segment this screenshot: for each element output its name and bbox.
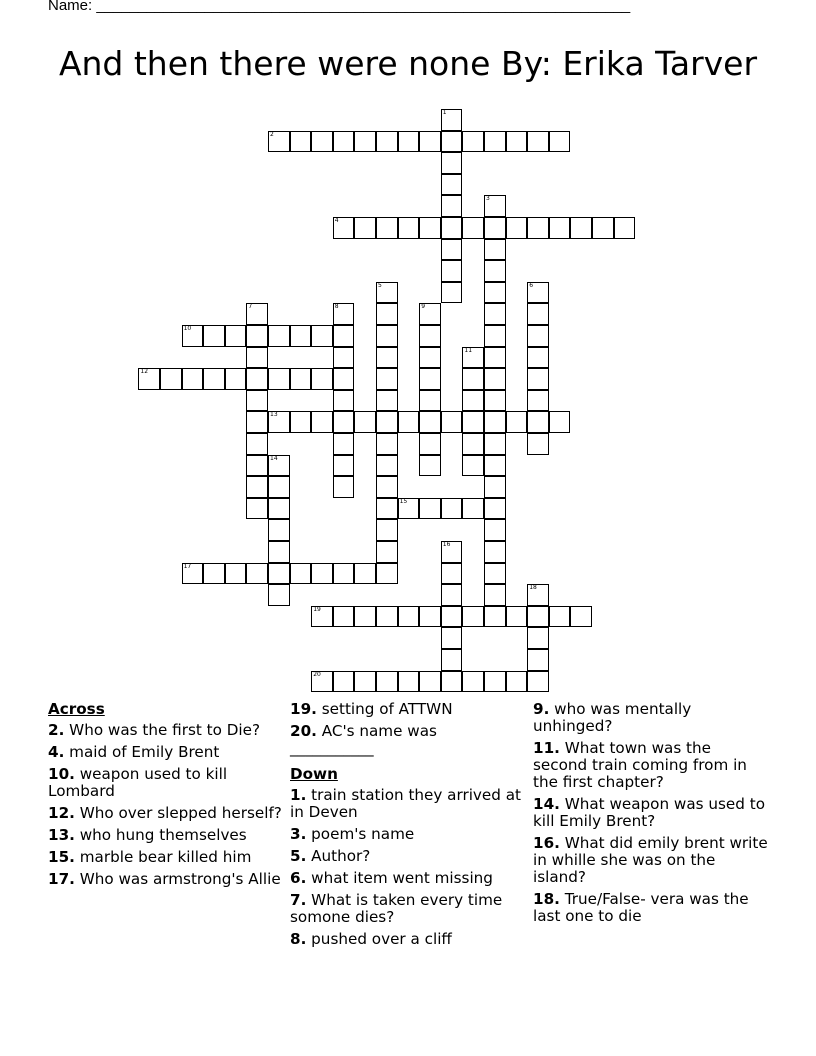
grid-cell[interactable]	[506, 671, 528, 693]
grid-cell[interactable]	[592, 217, 614, 239]
clue-across-2: 2. Who was the first to Die?	[48, 721, 261, 739]
grid-cell[interactable]	[268, 498, 290, 520]
grid-cell[interactable]	[225, 563, 247, 585]
grid-cell[interactable]	[484, 282, 506, 304]
grid-cell[interactable]	[462, 368, 484, 390]
grid-cell[interactable]	[376, 519, 398, 541]
grid-cell[interactable]	[462, 217, 484, 239]
grid-cell[interactable]	[419, 347, 441, 369]
grid-cell[interactable]	[484, 260, 506, 282]
cell-number: 13	[270, 411, 278, 419]
grid-cell[interactable]	[441, 260, 463, 282]
grid-cell[interactable]	[441, 498, 463, 520]
grid-cell[interactable]	[506, 217, 528, 239]
grid-cell[interactable]	[290, 411, 312, 433]
grid-cell[interactable]	[462, 606, 484, 628]
clue-down-14: 14. What weapon was used to kill Emily Brent?	[533, 795, 765, 830]
grid-cell[interactable]	[203, 325, 225, 347]
clue-down-6: 6. what item went missing	[290, 869, 493, 887]
grid-cell[interactable]	[419, 131, 441, 153]
grid-cell[interactable]	[376, 541, 398, 563]
clue-across-19: 19. setting of ATTWN	[290, 700, 453, 718]
grid-cell[interactable]	[333, 368, 355, 390]
grid-cell[interactable]	[246, 476, 268, 498]
grid-cell[interactable]	[376, 282, 398, 304]
grid-cell[interactable]	[549, 606, 571, 628]
cell-number: 15	[399, 497, 408, 505]
grid-cell[interactable]	[441, 131, 463, 153]
grid-cell[interactable]	[398, 606, 420, 628]
grid-cell[interactable]	[484, 541, 506, 563]
grid-cell[interactable]	[311, 411, 333, 433]
grid-cell[interactable]	[419, 390, 441, 412]
grid-cell[interactable]	[246, 498, 268, 520]
grid-cell[interactable]	[376, 671, 398, 693]
cell-number: 4	[334, 217, 339, 224]
grid-cell[interactable]	[376, 347, 398, 369]
clue-across-13: 13. who hung themselves	[48, 826, 247, 844]
grid-cell[interactable]	[398, 131, 420, 153]
grid-cell[interactable]	[333, 347, 355, 369]
grid-cell[interactable]	[376, 390, 398, 412]
grid-cell[interactable]	[311, 131, 333, 153]
grid-cell[interactable]	[333, 325, 355, 347]
grid-cell[interactable]	[376, 476, 398, 498]
cell-number: 5	[378, 281, 382, 289]
grid-cell[interactable]	[268, 519, 290, 541]
grid-cell[interactable]	[182, 563, 204, 585]
grid-cell[interactable]	[527, 584, 549, 606]
grid-cell[interactable]	[441, 217, 463, 239]
grid-cell[interactable]	[484, 131, 506, 153]
clue-down-1: 1. train station they arrived at in Deven	[290, 786, 521, 821]
name-line: Name: ________________________________________________________________	[48, 0, 631, 14]
clue-column-1	[48, 701, 283, 893]
grid-cell[interactable]	[462, 671, 484, 693]
grid-cell[interactable]	[506, 606, 528, 628]
grid-cell[interactable]	[527, 411, 549, 433]
grid-cell[interactable]	[225, 368, 247, 390]
grid-cell[interactable]	[527, 325, 549, 347]
grid-cell[interactable]	[462, 347, 484, 369]
grid-cell[interactable]	[462, 411, 484, 433]
grid-cell[interactable]	[311, 606, 333, 628]
grid-cell[interactable]	[462, 498, 484, 520]
grid-cell[interactable]	[484, 584, 506, 606]
grid-cell[interactable]	[419, 411, 441, 433]
cell-number: 3	[486, 195, 490, 203]
grid-cell[interactable]	[484, 476, 506, 498]
grid-cell[interactable]	[354, 131, 376, 153]
cell-number: 14	[270, 454, 278, 462]
grid-cell[interactable]	[376, 606, 398, 628]
cell-number: 12	[140, 368, 149, 376]
clue-across-4: 4. maid of Emily Brent	[48, 743, 220, 761]
cell-number: 1	[442, 109, 447, 116]
grid-cell[interactable]	[246, 303, 268, 325]
grid-cell[interactable]	[311, 671, 333, 693]
grid-cell[interactable]	[225, 325, 247, 347]
grid-cell[interactable]	[376, 455, 398, 477]
grid-cell[interactable]	[614, 217, 636, 239]
grid-cell[interactable]	[527, 131, 549, 153]
cell-number: 2	[270, 130, 274, 138]
grid-cell[interactable]	[138, 368, 160, 390]
cell-number: 19	[313, 605, 321, 613]
grid-cell[interactable]	[376, 411, 398, 433]
grid-cell[interactable]	[441, 671, 463, 693]
clue-across-12: 12. Who over slepped herself?	[48, 804, 282, 822]
clue-column-2	[290, 701, 525, 953]
grid-cell[interactable]	[441, 584, 463, 606]
grid-cell[interactable]	[398, 217, 420, 239]
grid-cell[interactable]	[484, 455, 506, 477]
grid-cell[interactable]	[311, 325, 333, 347]
grid-cell[interactable]	[419, 671, 441, 693]
grid-cell[interactable]	[441, 606, 463, 628]
cell-number: 9	[421, 303, 426, 311]
grid-cell[interactable]	[398, 498, 420, 520]
grid-cell[interactable]	[246, 347, 268, 369]
down-heading: Down	[290, 765, 338, 783]
grid-cell[interactable]	[311, 563, 333, 585]
grid-cell[interactable]	[419, 303, 441, 325]
grid-cell[interactable]	[462, 455, 484, 477]
puzzle-title: And then there were none By: Erika Tarver	[58, 44, 758, 83]
grid-cell[interactable]	[246, 411, 268, 433]
grid-cell[interactable]	[441, 282, 463, 304]
grid-cell[interactable]	[333, 411, 355, 433]
grid-cell[interactable]	[333, 455, 355, 477]
grid-cell[interactable]	[246, 325, 268, 347]
grid-cell[interactable]	[376, 325, 398, 347]
grid-cell[interactable]	[527, 627, 549, 649]
grid-cell[interactable]	[462, 131, 484, 153]
grid-cell[interactable]	[527, 433, 549, 455]
cell-number: 18	[529, 584, 537, 592]
clue-down-8: 8. pushed over a cliff	[290, 930, 452, 948]
grid-cell[interactable]	[268, 368, 290, 390]
clue-across-10: 10. weapon used to kill Lombard	[48, 765, 228, 800]
grid-cell[interactable]	[333, 671, 355, 693]
grid-cell[interactable]	[484, 606, 506, 628]
grid-cell[interactable]	[333, 390, 355, 412]
grid-cell[interactable]	[527, 390, 549, 412]
grid-cell[interactable]	[441, 411, 463, 433]
grid-cell[interactable]	[527, 368, 549, 390]
clue-down-3: 3. poem's name	[290, 825, 415, 843]
grid-cell[interactable]	[506, 131, 528, 153]
cell-number: 20	[313, 670, 321, 678]
grid-cell[interactable]	[203, 563, 225, 585]
grid-cell[interactable]	[441, 174, 463, 196]
grid-cell[interactable]	[419, 217, 441, 239]
grid-cell[interactable]	[246, 455, 268, 477]
grid-cell[interactable]	[570, 606, 592, 628]
grid-cell[interactable]	[419, 498, 441, 520]
grid-cell[interactable]	[354, 671, 376, 693]
clue-down-11: 11. What town was the second train coming from in the first chapter?	[533, 739, 747, 791]
grid-cell[interactable]	[290, 563, 312, 585]
grid-cell[interactable]	[527, 671, 549, 693]
grid-cell[interactable]	[484, 519, 506, 541]
grid-cell[interactable]	[290, 325, 312, 347]
grid-cell[interactable]	[527, 606, 549, 628]
grid-cell[interactable]	[376, 498, 398, 520]
grid-cell[interactable]	[527, 649, 549, 671]
clue-across-17: 17. Who was armstrong's Allie	[48, 870, 281, 888]
grid-cell[interactable]	[484, 347, 506, 369]
grid-cell[interactable]	[398, 411, 420, 433]
clue-across-20: 20. AC's name was ___________	[290, 722, 437, 757]
grid-cell[interactable]	[268, 541, 290, 563]
grid-cell[interactable]	[484, 239, 506, 261]
grid-cell[interactable]	[462, 433, 484, 455]
grid-cell[interactable]	[570, 217, 592, 239]
grid-cell[interactable]	[333, 606, 355, 628]
grid-cell[interactable]	[333, 131, 355, 153]
grid-cell[interactable]	[246, 433, 268, 455]
grid-cell[interactable]	[268, 131, 290, 153]
grid-cell[interactable]	[182, 368, 204, 390]
grid-cell[interactable]	[549, 411, 571, 433]
grid-cell[interactable]	[311, 368, 333, 390]
clue-down-16: 16. What did emily brent write in whille she was on the island?	[533, 834, 768, 886]
grid-cell[interactable]	[182, 325, 204, 347]
grid-cell[interactable]	[268, 455, 290, 477]
grid-cell[interactable]	[441, 649, 463, 671]
grid-cell[interactable]	[484, 195, 506, 217]
grid-cell[interactable]	[354, 606, 376, 628]
grid-cell[interactable]	[246, 390, 268, 412]
grid-cell[interactable]	[376, 433, 398, 455]
grid-cell[interactable]	[484, 671, 506, 693]
grid-cell[interactable]	[484, 217, 506, 239]
grid-cell[interactable]	[333, 476, 355, 498]
grid-cell[interactable]	[484, 368, 506, 390]
grid-cell[interactable]	[333, 303, 355, 325]
grid-cell[interactable]	[549, 217, 571, 239]
grid-cell[interactable]	[333, 563, 355, 585]
grid-cell[interactable]	[527, 282, 549, 304]
grid-cell[interactable]	[376, 303, 398, 325]
grid-cell[interactable]	[441, 563, 463, 585]
grid-cell[interactable]	[462, 390, 484, 412]
grid-cell[interactable]	[441, 541, 463, 563]
cell-number: 17	[183, 562, 192, 570]
grid-cell[interactable]	[484, 390, 506, 412]
grid-cell[interactable]	[441, 239, 463, 261]
clue-down-5: 5. Author?	[290, 847, 371, 865]
grid-cell[interactable]	[441, 195, 463, 217]
grid-cell[interactable]	[246, 368, 268, 390]
grid-cell[interactable]	[419, 606, 441, 628]
grid-cell[interactable]	[484, 325, 506, 347]
cell-number: 16	[442, 541, 451, 548]
grid-cell[interactable]	[290, 368, 312, 390]
grid-cell[interactable]	[376, 131, 398, 153]
grid-cell[interactable]	[527, 217, 549, 239]
grid-cell[interactable]	[441, 109, 463, 131]
grid-cell[interactable]	[268, 411, 290, 433]
cell-number: 7	[248, 303, 253, 311]
grid-cell[interactable]	[203, 368, 225, 390]
cell-number: 6	[529, 281, 534, 289]
grid-cell[interactable]	[268, 476, 290, 498]
cell-number: 8	[334, 303, 339, 311]
grid-cell[interactable]	[484, 303, 506, 325]
grid-cell[interactable]	[506, 411, 528, 433]
grid-cell[interactable]	[376, 563, 398, 585]
grid-cell[interactable]	[398, 671, 420, 693]
grid-cell[interactable]	[354, 217, 376, 239]
across-heading: Across	[48, 700, 105, 718]
cell-number: 11	[464, 346, 473, 354]
grid-cell[interactable]	[484, 498, 506, 520]
grid-cell[interactable]	[419, 455, 441, 477]
clue-down-18: 18. True/False- vera was the last one to die	[533, 890, 749, 925]
grid-cell[interactable]	[246, 563, 268, 585]
grid-cell[interactable]	[268, 563, 290, 585]
clue-down-7: 7. What is taken every time somone dies?	[290, 891, 503, 926]
clue-across-15: 15. marble bear killed him	[48, 848, 252, 866]
grid-cell[interactable]	[441, 627, 463, 649]
grid-cell[interactable]	[419, 433, 441, 455]
grid-cell[interactable]	[268, 584, 290, 606]
grid-cell[interactable]	[484, 433, 506, 455]
grid-cell[interactable]	[549, 131, 571, 153]
grid-cell[interactable]	[484, 563, 506, 585]
grid-cell[interactable]	[419, 368, 441, 390]
grid-cell[interactable]	[160, 368, 182, 390]
grid-cell[interactable]	[268, 325, 290, 347]
grid-cell[interactable]	[527, 347, 549, 369]
cell-number: 10	[183, 325, 192, 332]
grid-cell[interactable]	[441, 152, 463, 174]
grid-cell[interactable]	[527, 303, 549, 325]
grid-cell[interactable]	[333, 217, 355, 239]
grid-cell[interactable]	[290, 131, 312, 153]
grid-cell[interactable]	[354, 411, 376, 433]
clue-down-9: 9. who was mentally unhinged?	[533, 700, 692, 735]
grid-cell[interactable]	[354, 563, 376, 585]
grid-cell[interactable]	[419, 325, 441, 347]
grid-cell[interactable]	[376, 368, 398, 390]
grid-cell[interactable]	[484, 411, 506, 433]
grid-cell[interactable]	[333, 433, 355, 455]
grid-cell[interactable]	[376, 217, 398, 239]
clue-column-3	[533, 701, 768, 930]
